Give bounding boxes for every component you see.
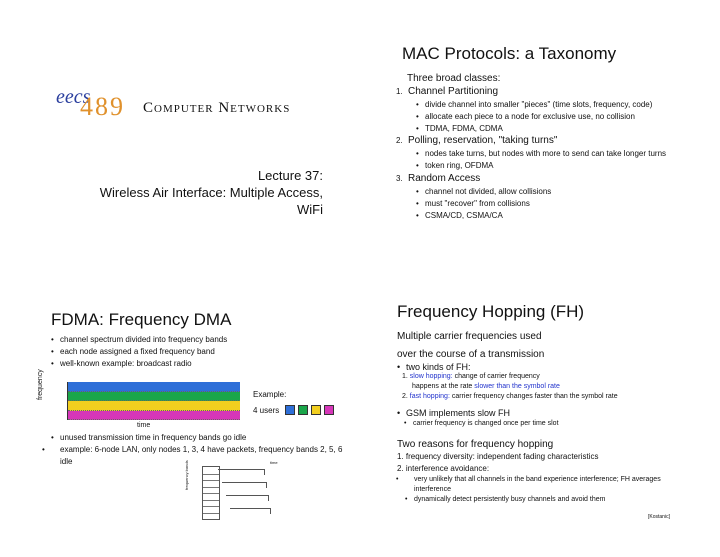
user-color-swatch	[285, 405, 295, 415]
taxonomy-intro: Three broad classes:	[407, 73, 501, 84]
slide-title: Frequency Hopping (FH)	[397, 302, 585, 321]
fdma-bullets	[51, 334, 351, 370]
list-item: • well-known example: broadcast radio	[51, 358, 351, 370]
frequency-band	[68, 411, 240, 421]
list-item: • dynamically detect persistently busy channels and avoid them	[405, 495, 665, 505]
frequency-band	[68, 401, 240, 411]
list-item: • allocate each piece to a node for exclusive use, no collision	[416, 111, 696, 123]
gsm-sub: • carrier frequency is changed once per time slot	[404, 420, 559, 427]
user-color-swatch	[298, 405, 308, 415]
list-item: • example: 6-node LAN, only nodes 1, 3, 4 have packets, frequency bands 2, 5, 6 idle	[51, 444, 351, 468]
hop-line	[222, 482, 267, 488]
frequency-band	[68, 382, 240, 392]
course-title: Computer Networks	[143, 100, 291, 116]
fh-line2: over the course of a transmission	[397, 349, 545, 360]
slot-lines	[218, 466, 282, 518]
slot-row-divider	[203, 506, 219, 507]
slot-row-divider	[203, 513, 219, 514]
figure-axis-label: frequency bands	[184, 460, 189, 490]
y-axis-label: frequency	[37, 369, 44, 400]
fh-slow: 1. slow hopping: change of carrier frequency happens at the rate slower than the symbol rate	[402, 373, 560, 390]
hop-line	[230, 508, 271, 514]
reason-2: 2. interference avoidance:	[397, 464, 490, 473]
fh-fast: 2. fast hopping: carrier frequency changes faster than the symbol rate	[402, 393, 618, 400]
slide-title: FDMA: Frequency DMA	[51, 310, 232, 329]
fdma-diagram	[37, 369, 247, 432]
slot-row-divider	[203, 487, 219, 488]
list-item: • token ring, OFDMA	[416, 160, 696, 172]
users-label: 4 users	[253, 406, 280, 415]
list-item: • divide channel into smaller "pieces" (time slots, frequency, code)	[416, 99, 696, 111]
list-item: • TDMA, FDMA, CDMA	[416, 123, 696, 135]
class-1	[396, 85, 696, 135]
slot-row-divider	[203, 493, 219, 494]
band-area	[67, 382, 240, 420]
user-color-swatch	[324, 405, 334, 415]
credit-label: [Kostanic]	[648, 514, 670, 520]
list-item: • must "recover" from collisions	[416, 198, 696, 210]
list-item: • each node assigned a fixed frequency band	[51, 346, 351, 358]
lecture-number: Lecture 37:	[257, 168, 323, 183]
reasons-title: Two reasons for frequency hopping	[397, 439, 554, 450]
lecture-subtitle-line2: WiFi	[297, 202, 323, 217]
figure-time-label: time	[270, 460, 278, 465]
slot-row-divider	[203, 500, 219, 501]
example-label: Example:	[253, 390, 287, 399]
frequency-band	[68, 392, 240, 402]
lecture-subtitle-line1: Wireless Air Interface: Multiple Access,	[99, 185, 323, 200]
fh-line1: Multiple carrier frequencies used	[397, 331, 542, 342]
class-3	[396, 172, 696, 222]
class-heading: 3. Random Access	[396, 173, 481, 184]
class-heading: 1. Channel Partitioning	[396, 86, 499, 97]
slide-title: MAC Protocols: a Taxonomy	[402, 44, 617, 63]
gsm-line: • GSM implements slow FH	[397, 408, 510, 418]
slot-row-divider	[203, 480, 219, 481]
user-color-swatch	[311, 405, 321, 415]
class-heading: 2. Polling, reservation, "taking turns"	[396, 135, 558, 146]
list-item: • very unlikely that all channels in the band experience interference; FH averages interference	[405, 475, 665, 495]
class-2	[396, 134, 696, 172]
fh-kinds: • two kinds of FH:	[397, 361, 471, 373]
list-item: • unused transmission time in frequency bands go idle	[51, 432, 351, 444]
list-item: • channel spectrum divided into frequency bands	[51, 334, 351, 346]
slot-row-divider	[203, 474, 219, 475]
course-logo	[52, 84, 132, 128]
list-item: • nodes take turns, but nodes with more to send can take longer turns	[416, 148, 696, 160]
x-axis-label: time	[137, 422, 151, 429]
hop-line	[218, 469, 265, 475]
user-swatches	[285, 405, 334, 415]
timeslot-figure	[184, 460, 290, 522]
reason-1: 1. frequency diversity: independent fading characteristics	[397, 452, 599, 461]
hop-line	[226, 495, 269, 501]
list-item: • CSMA/CD, CSMA/CA	[416, 210, 696, 222]
list-item: • channel not divided, allow collisions	[416, 186, 696, 198]
logo-text-eecs: eecs	[56, 86, 91, 108]
logo-text-489: 489	[80, 92, 125, 121]
reason-2-bullets	[405, 475, 665, 505]
